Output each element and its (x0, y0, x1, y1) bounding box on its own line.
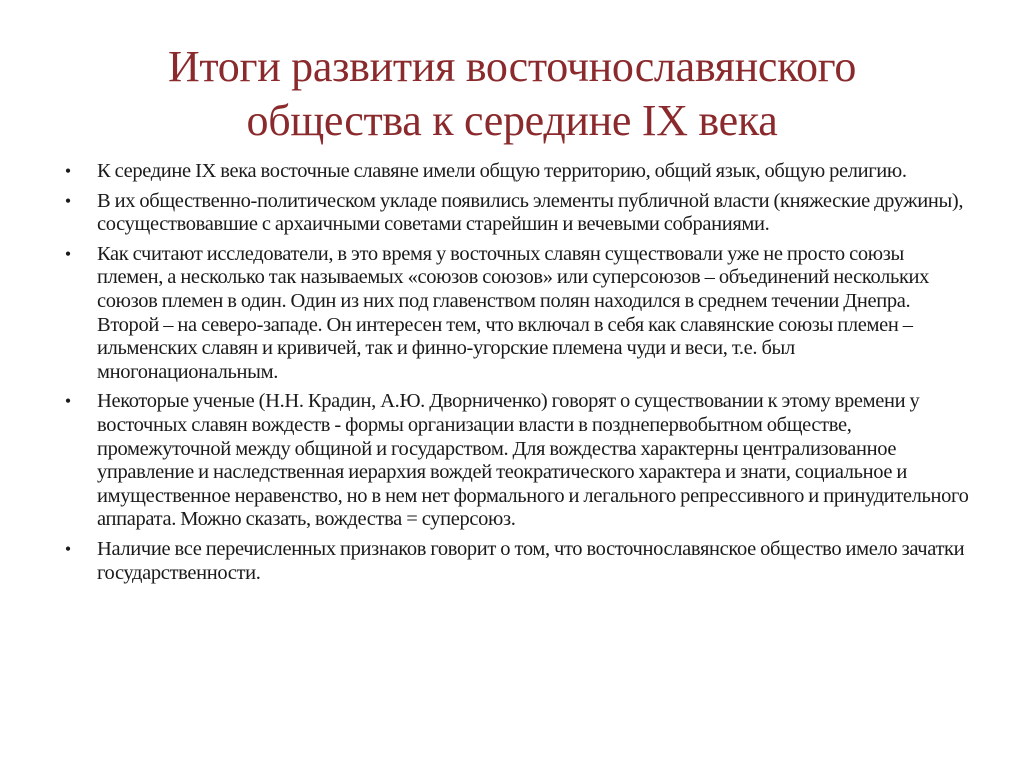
bullet-dot-icon: • (64, 190, 72, 211)
slide-title-line-2: общества к середине IX века (246, 96, 778, 145)
bullet-dot-icon: • (64, 161, 72, 181)
bullet-text: Наличие все перечисленных признаков говорит о том, что восточнославянское общество имело зачатки государственности. (97, 537, 965, 584)
bullet-item-superunions (62, 243, 972, 385)
bullet-dot-icon: • (64, 538, 72, 559)
bullet-item-chiefdoms (62, 390, 972, 532)
slide-title (60, 40, 964, 148)
bullet-item-territory (62, 160, 972, 184)
bullet-text: В их общественно-политическом укладе появились элементы публичной власти (княжеские дружины), сосуществовавшие с архаичными советами старейшин и вечевыми собраниями. (97, 189, 964, 236)
bullet-dot-icon: • (64, 243, 72, 264)
slide-title-line-1: Итоги развития восточнославянского (167, 42, 857, 91)
bullet-text: Некоторые ученые (Н.Н. Крадин, А.Ю. Дворниченко) говорят о существовании к этому времени у восточных славян вождеств - формы организации власти в позднепервобытном обществе, промежуточной между общиной и государством. Для вождества характерны централизованное управление и наследственная иерархия вождей теократического характера и знати, социальное и имущественное неравенство, но в нем нет формального и легального репрессивного и принудительного аппарата. Можно сказать, вождества = суперсоюз. (97, 390, 969, 531)
bullet-text: Как считают исследователи, в это время у восточных славян существовали уже не просто союзы племен, а несколько так называемых «союзов союзов» или суперсоюзов – объединений нескольких союзов племен в один. Один из них под главенством полян находился в среднем течении Днепра. Второй – на северо-западе. Он интересен тем, что включал в себя как славянские союзы племен – ильменских славян и кривичей, так и финно-угорские племена чуди и веси, т.е. был многонациональным. (97, 242, 930, 383)
bullet-dot-icon: • (64, 391, 72, 412)
bullet-item-conclusion (62, 538, 972, 585)
bullet-text: К середине IX века восточные славяне имели общую территорию, общий язык, общую религию. (97, 160, 907, 182)
bullet-list (62, 160, 972, 591)
bullet-item-public-power (62, 190, 972, 237)
